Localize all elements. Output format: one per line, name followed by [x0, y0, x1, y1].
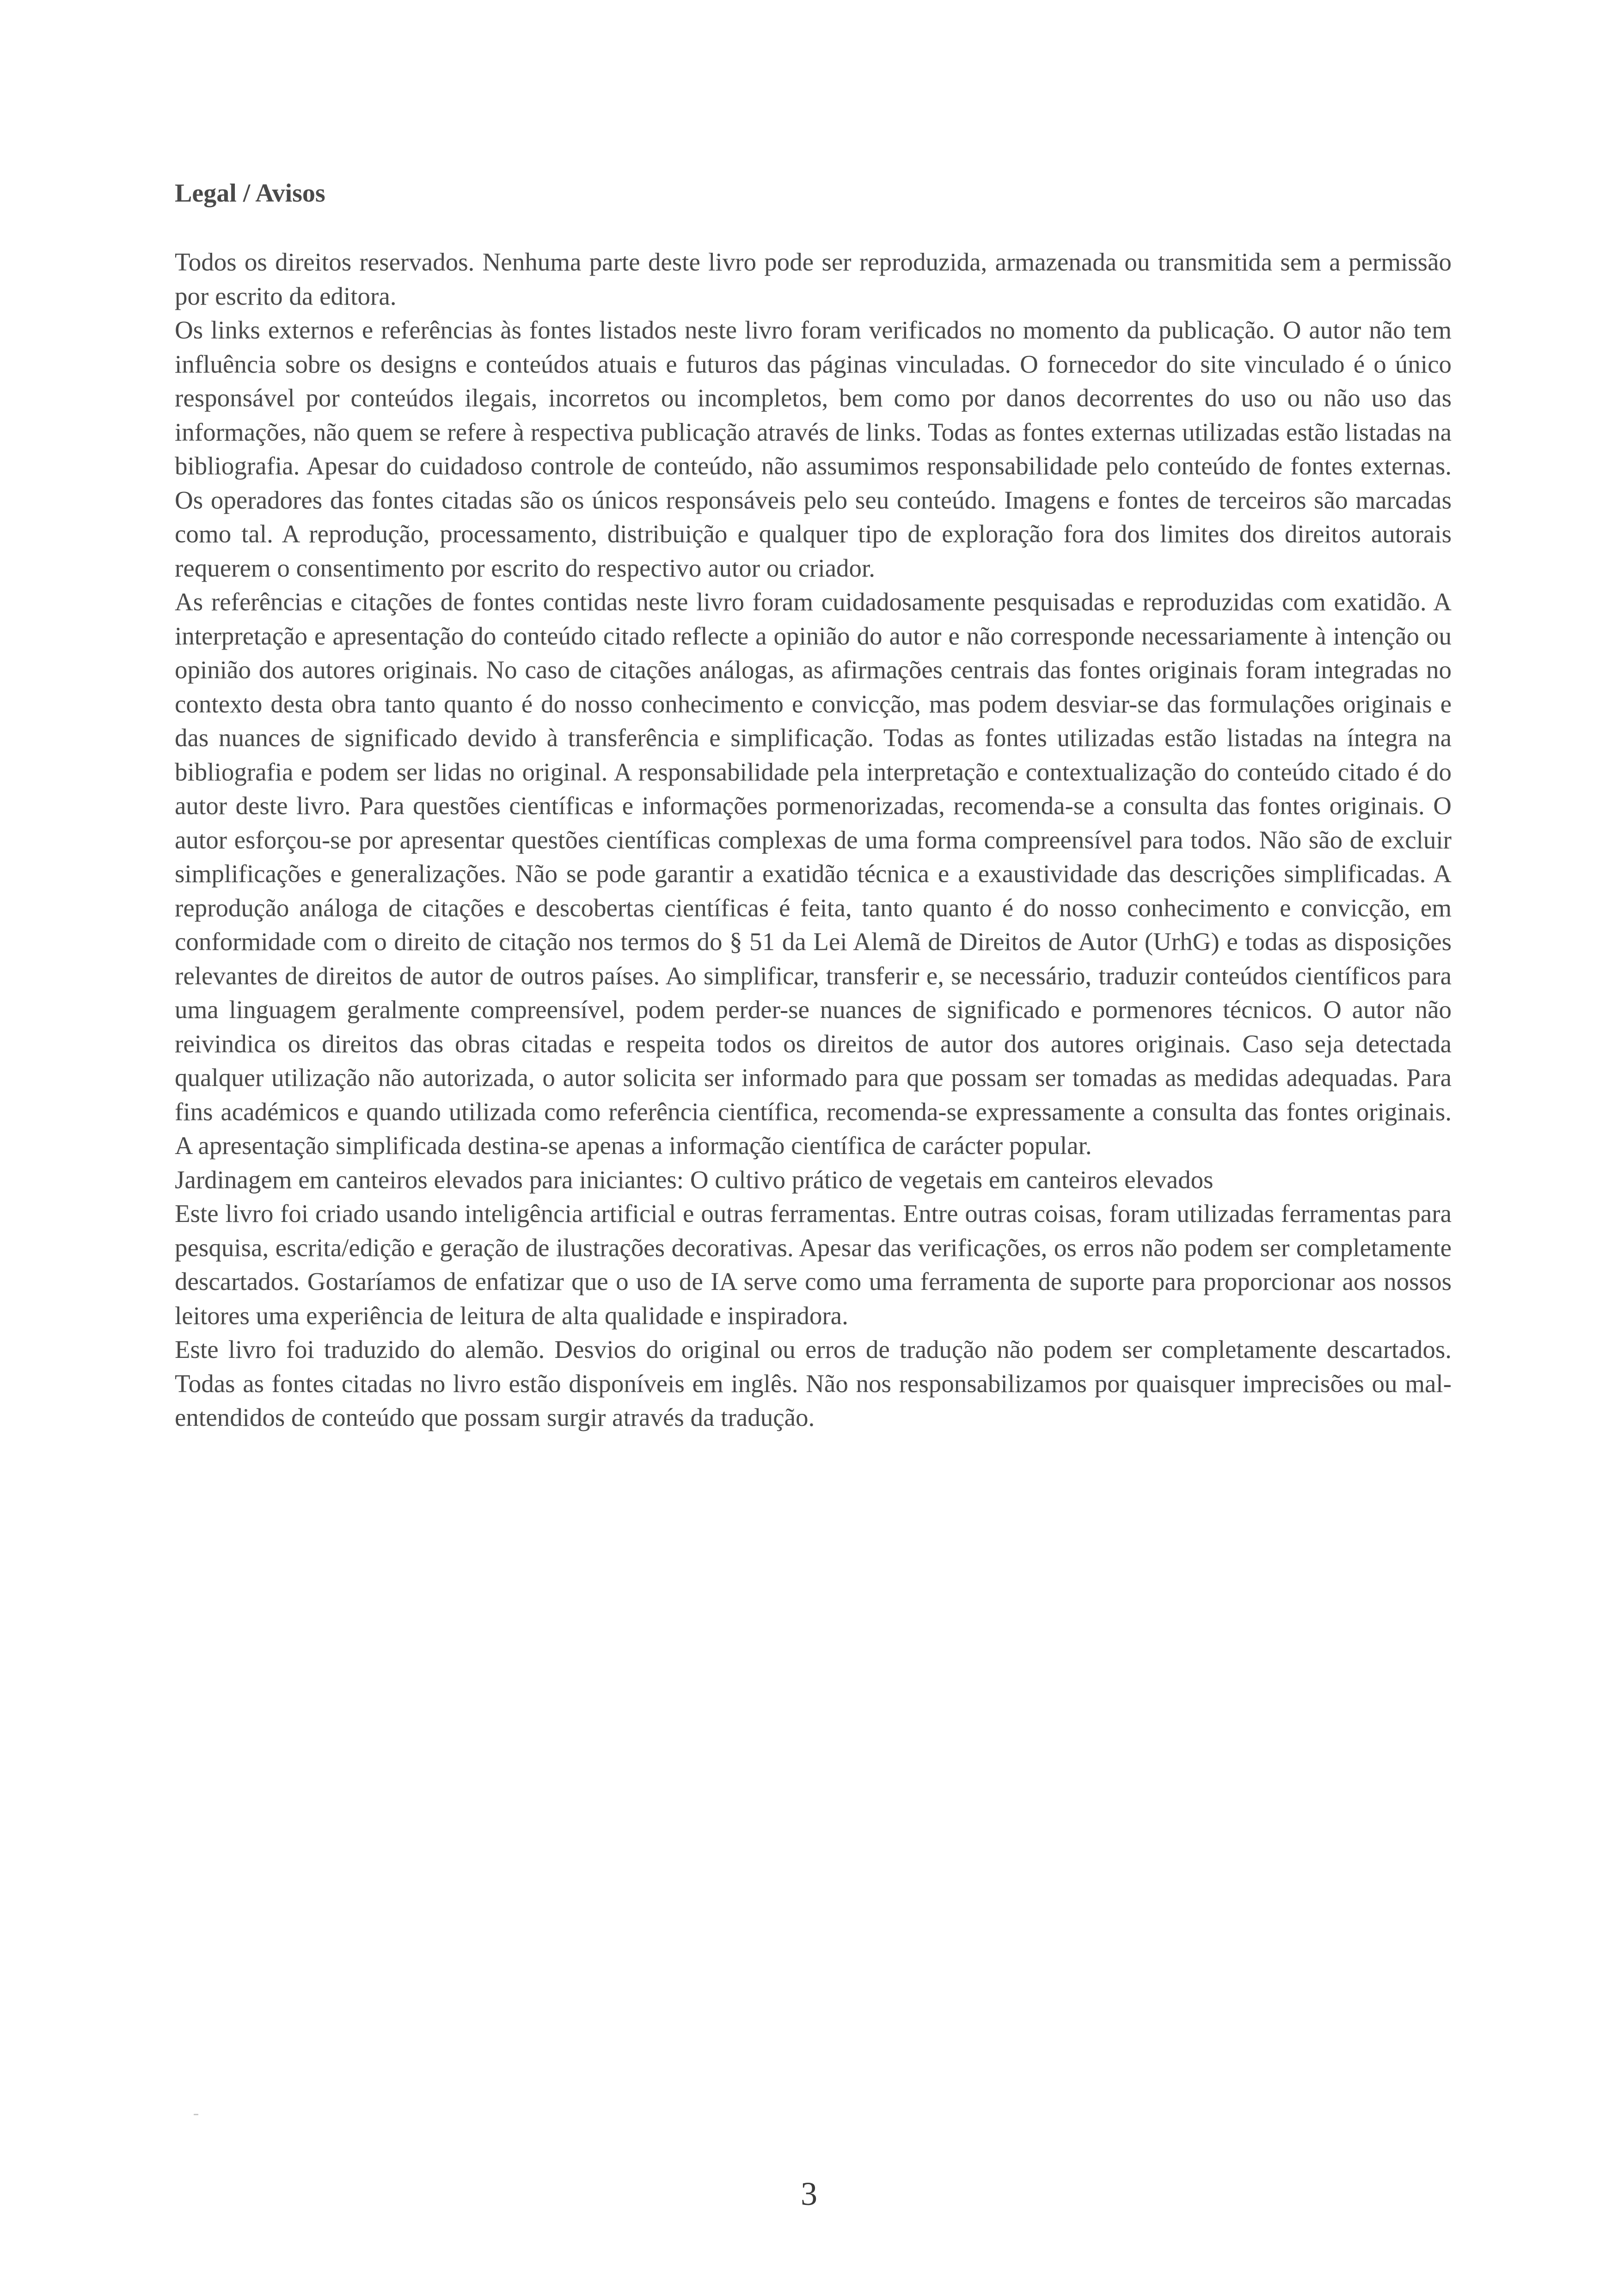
links-disclaimer-paragraph: Os links externos e referências às fontes listados neste livro foram verificados no momento da publicação. O autor não tem influência sobre os designs e conteúdos atuais e futuros das páginas vinculadas. O fornecedor do site vinculado é o único responsável por conteúdos ilegais, incorretos ou incompletos, bem como por danos decorrentes do uso ou não uso das informações, não quem se refere à respectiva publicação através de links. Todas as fontes externas utilizadas estão listadas na bibliografia. Apesar do cuidadoso controle de conteúdo, não assumimos responsabilidade pelo conteúdo de fontes externas. Os operadores das fontes citadas são os únicos responsáveis pelo seu conteúdo. Imagens e fontes de terceiros são marcadas como tal. A reprodução, processamento, distribuição e qualquer tipo de exploração fora dos limites dos direitos autorais requerem o consentimento por escrito do respectivo autor ou criador. [175, 316, 1452, 582]
book-title-line: Jardinagem em canteiros elevados para iniciantes: O cultivo prático de vegetais em canteiros elevados [175, 1165, 1214, 1194]
section-heading: Legal / Avisos [175, 179, 325, 208]
ai-disclaimer-paragraph: Este livro foi criado usando inteligência artificial e outras ferramentas. Entre outras coisas, foram utilizadas ferramentas para pesquisa, escrita/edição e geração de ilustrações decorativas. Apesar das verificações, os erros não podem ser completamente descartados. Gostaríamos de enfatizar que o uso de IA serve como uma ferramenta de suporte para proporcionar aos nossos leitores uma experiência de leitura de alta qualidade e inspiradora. [175, 1199, 1452, 1330]
page-number: 3 [801, 2175, 817, 2212]
rights-paragraph: Todos os direitos reservados. Nenhuma parte deste livro pode ser reproduzida, armazenada ou transmitida sem a permissão por escrito da editora. [175, 248, 1452, 310]
page-content [175, 175, 1452, 1435]
translation-disclaimer-paragraph: Este livro foi traduzido do alemão. Desvios do original ou erros de tradução não podem ser completamente descartados. Todas as fontes citadas no livro estão disponíveis em inglês. Não nos responsabilizamos por quaisquer imprecisões ou mal-entendidos de conteúdo que possam surgir através da tradução. [175, 1335, 1452, 1431]
stray-mark [194, 2114, 198, 2115]
citations-disclaimer-paragraph: As referências e citações de fontes contidas neste livro foram cuidadosamente pesquisadas e reproduzidas com exatidão. A interpretação e apresentação do conteúdo citado reflecte a opinião do autor e não corresponde necessariamente à intenção ou opinião dos autores originais. No caso de citações análogas, as afirmações centrais das fontes originais foram integradas no contexto desta obra tanto quanto é do nosso conhecimento e convicção, mas podem desviar-se das formulações originais e das nuances de significado devido à transferência e simplificação. Todas as fontes utilizadas estão listadas na íntegra na bibliografia e podem ser lidas no original. A responsabilidade pela interpretação e contextualização do conteúdo citado é do autor deste livro. Para questões científicas e informações pormenorizadas, recomenda-se a consulta das fontes originais. O autor esforçou-se por apresentar questões científicas complexas de uma forma compreensível para todos. Não são de excluir simplificações e generalizações. Não se pode garantir a exatidão técnica e a exaustividade das descrições simplificadas. A reprodução análoga de citações e descobertas científicas é feita, tanto quanto é do nosso conhecimento e convicção, em conformidade com o direito de citação nos termos do § 51 da Lei Alemã de Direitos de Autor (UrhG) e todas as disposições relevantes de direitos de autor de outros países. Ao simplificar, transferir e, se necessário, traduzir conteúdos científicos para uma linguagem geralmente compreensível, podem perder-se nuances de significado e pormenores técnicos. O autor não reivindica os direitos das obras citadas e respeita todos os direitos de autor dos autores originais. Caso seja detectada qualquer utilização não autorizada, o autor solicita ser informado para que possam ser tomadas as medidas adequadas. Para fins académicos e quando utilizada como referência científica, recomenda-se expressamente a consulta das fontes originais. A apresentação simplificada destina-se apenas a informação científica de carácter popular. [175, 588, 1452, 1160]
